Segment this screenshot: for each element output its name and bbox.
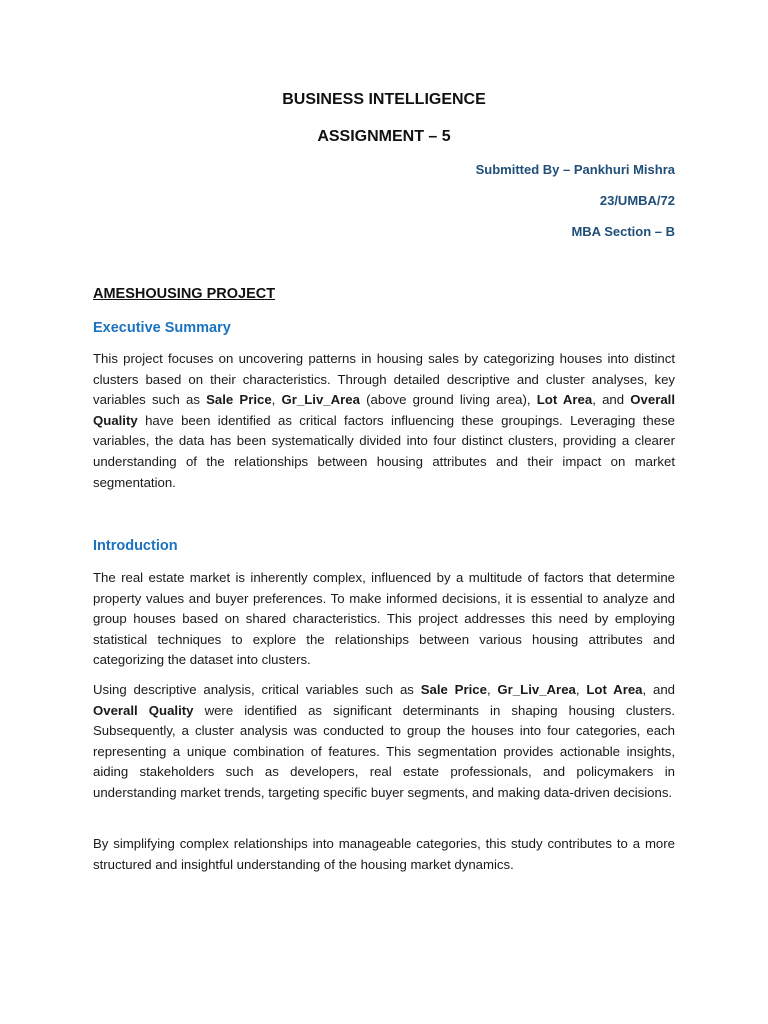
bold-term: Gr_Liv_Area (281, 392, 360, 408)
text-run: This project focuses on uncovering patterns in housing sales by categorizing houses into distinct clusters based on their characteristics. Through detailed descriptive and cluster analyses, key variables such as (93, 351, 675, 408)
text-run: , and (642, 682, 675, 697)
introduction-paragraph-3: By simplifying complex relationships into manageable categories, this study contributes to a more structured and insightful understanding of the housing market dynamics. (93, 836, 675, 872)
text-run: , (575, 682, 587, 697)
text-run: , (486, 682, 498, 697)
bold-term: Gr_Liv_Area (497, 682, 576, 697)
text-run: , and (592, 392, 631, 408)
executive-summary-paragraph (93, 349, 675, 493)
bold-term: Overall Quality (93, 702, 194, 718)
text-run: (above ground living area), (359, 392, 537, 408)
submitted-by: Submitted By – Pankhuri Mishra (475, 162, 675, 177)
introduction-paragraph-2 (93, 680, 675, 804)
text-run: have been identified as critical factors influencing these groupings. Leveraging these variables, the data has been systematically divided into four distinct clusters, providing a clearer understanding of the relationships between housing attributes and their impact on market segmentation. (93, 412, 675, 490)
document-title: BUSINESS INTELLIGENCE (282, 91, 486, 108)
text-run: Using descriptive analysis, critical variables such as (93, 682, 421, 697)
text-run: were identified as significant determinants in shaping housing clusters. Subsequently, a cluster analysis was conducted to group the houses into four categories, each representing a unique combination of features. This segmentation provides actionable insights, aiding stakeholders such as developers, real estate professionals, and policymakers in understanding market trends, targeting specific buyer segments, and making data-driven decisions. (93, 702, 676, 800)
bold-term: Lot Area (536, 392, 593, 408)
introduction-heading: Introduction (93, 538, 178, 554)
executive-summary-heading: Executive Summary (93, 320, 231, 336)
bold-term: Lot Area (586, 682, 643, 697)
project-title: AMESHOUSING PROJECT (93, 286, 276, 302)
section: MBA Section – B (571, 224, 675, 239)
text-run: , (271, 392, 282, 408)
bold-term: Sale Price (420, 682, 487, 697)
bold-term: Overall Quality (93, 392, 675, 428)
bold-term: Sale Price (206, 392, 272, 408)
assignment-title: ASSIGNMENT – 5 (317, 128, 451, 145)
roll-number: 23/UMBA/72 (599, 193, 675, 208)
introduction-paragraph-1: The real estate market is inherently complex, influenced by a multitude of factors that determine property values and buyer preferences. To make informed decisions, it is essential to analyze and group houses based on shared characteristics. This project addresses this need by employing statistical techniques to explore the relationships between various housing attributes and categorizing the dataset into clusters. (93, 570, 675, 668)
